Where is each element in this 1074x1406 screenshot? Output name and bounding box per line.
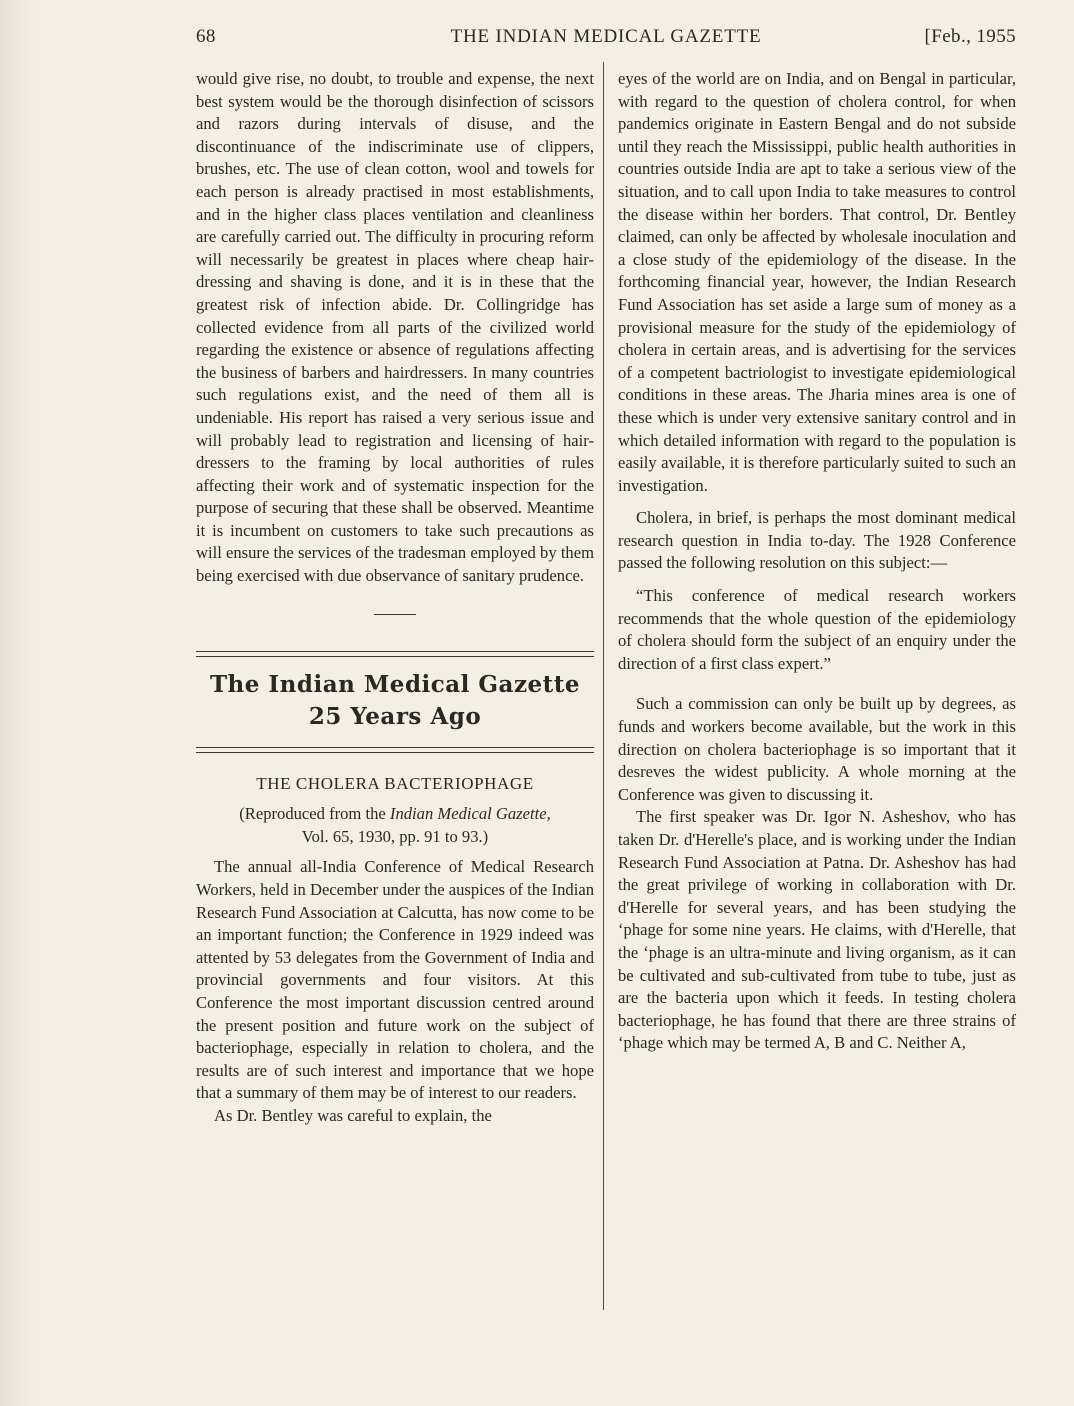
running-header bbox=[196, 26, 1016, 54]
masthead-top-rule bbox=[196, 651, 594, 657]
resolution-quote: “This conference of medical research workers recommends that the whole question of the epidemiology of cholera should form the subject of an enquiry under the direction of a first class expert.” bbox=[618, 586, 1016, 673]
left-column bbox=[196, 68, 594, 1128]
masthead-subtitle: 25 Years Ago bbox=[308, 702, 482, 730]
column-masthead bbox=[196, 669, 594, 733]
masthead-title: The Indian Medical Gazette bbox=[209, 670, 581, 698]
article-source bbox=[196, 803, 594, 848]
source-prefix: (Reproduced from the bbox=[239, 804, 390, 824]
right-column bbox=[618, 68, 1016, 1055]
page-number: 68 bbox=[196, 26, 216, 47]
conference-paragraph: The annual all-India Conference of Medical Research Workers, held in December under the auspices of the Indian Research Fund Association at Calcutta, has now come to be an important function; the Conference in 1929 indeed was attented by 53 delegates from the Government of India and provincial governments and four visitors. At this Conference the most important discussion centred around the present position and future work on the subject of bacteriophage, especially in relation to cholera, and the results are of such interest and importance that we hope that a summary of them may be of interest to our readers. bbox=[196, 857, 594, 1103]
issue-date: [Feb., 1955 bbox=[924, 26, 1016, 47]
section-end-rule bbox=[374, 614, 416, 615]
cholera-dominant-paragraph: Cholera, in brief, is perhaps the most dominant medical research question in India to-day. The 1928 Conference passed the following resolution on this subject:— bbox=[618, 508, 1016, 573]
article-title: THE CHOLERA BACTERIOPHAGE bbox=[256, 773, 534, 793]
bentley-paragraph-start: As Dr. Bentley was careful to explain, the bbox=[214, 1105, 492, 1125]
source-journal: Indian Medical Gazette, bbox=[389, 804, 551, 824]
asheshov-paragraph: The first speaker was Dr. Igor N. Asheshov, who has taken Dr. d'Herelle's place, and is working under the Indian Research Fund Association at Patna. Dr. Asheshov has had the great privilege of working in collaboration with Dr. d'Herelle for several years, and has been studying the ‘phage for some nine years. He claims, with d'Herelle, that the ‘phage is an ultra-minute and living organism, as it can be cultivated and sub-cultivated from tube to tube, just as are the bacteria upon which it feeds. In testing cholera bacteriophage, he has found that there are three strains of ‘phage which may be termed A, B and C. Neither A, bbox=[618, 807, 1016, 1053]
source-volume: Vol. 65, 1930, pp. 91 to 93.) bbox=[301, 826, 489, 846]
barbers-paragraph: would give rise, no doubt, to trouble and expense, the next best system would be the thorough disinfection of scissors and razors during intervals of disuse, and the discontinuance of the indiscriminate use of clippers, brushes, etc. The use of clean cotton, wool and towels for each person is already practised in most establishments, and in the higher class places ventilation and cleanliness are carefully carried out. The difficulty in procuring reform will necessarily be greatest in places where cheap hair-dressing and shaving is done, and it is in these that the greatest risk of infection abide. Dr. Collingridge has collected evidence from all parts of the civilized world regarding the existence or absence of regulations affecting the business of barbers and hairdressers. In many countries such regulations exist, and the need of them all is undeniable. His report has raised a very serious issue and will probably lead to registration and licensing of hair-dressers to the framing by local authorities of rules affecting their work and of systematic inspection for the purpose of securing that these shall be observed. Meantime it is incumbent on customers to take such precautions as will ensure the services of the tradesman employed by them being exercised with due observance of sanitary prudence. bbox=[196, 69, 594, 586]
cholera-control-paragraph: eyes of the world are on India, and on Bengal in particular, with regard to the question of cholera control, for when pandemics originate in Eastern Bengal and do not subside until they reach the Mississippi, public health authorities in countries outside India are apt to take a serious view of the situation, and to call upon India to take measures to control the disease within her borders. That control, Dr. Bentley claimed, can only be affected by wholesale inoculation and a close study of the epidemiology of the disease. In the forthcoming financial year, however, the Indian Research Fund Association has set aside a large sum of money as a provisional measure for the study of the epidemiology of cholera in certain areas, and is advertising for the services of a competent bactriologist to investigate epidemiological conditions in these areas. The Jharia mines area is one of these which is under very extensive sanitary control and in which detailed information with regard to the population is easily available, it is therefore particularly suited to such an investigation. bbox=[618, 69, 1016, 495]
commission-paragraph: Such a commission can only be built up by degrees, as funds and workers become available, but the work in this direction on cholera bacteriophage is so important that it desreves the widest publicity. A whole morning at the Conference was given to discussing it. bbox=[618, 694, 1016, 804]
column-divider bbox=[603, 62, 604, 1310]
journal-title: THE INDIAN MEDICAL GAZETTE bbox=[450, 26, 762, 47]
masthead-bottom-rule bbox=[196, 747, 594, 753]
page-binding-edge bbox=[0, 0, 34, 1406]
